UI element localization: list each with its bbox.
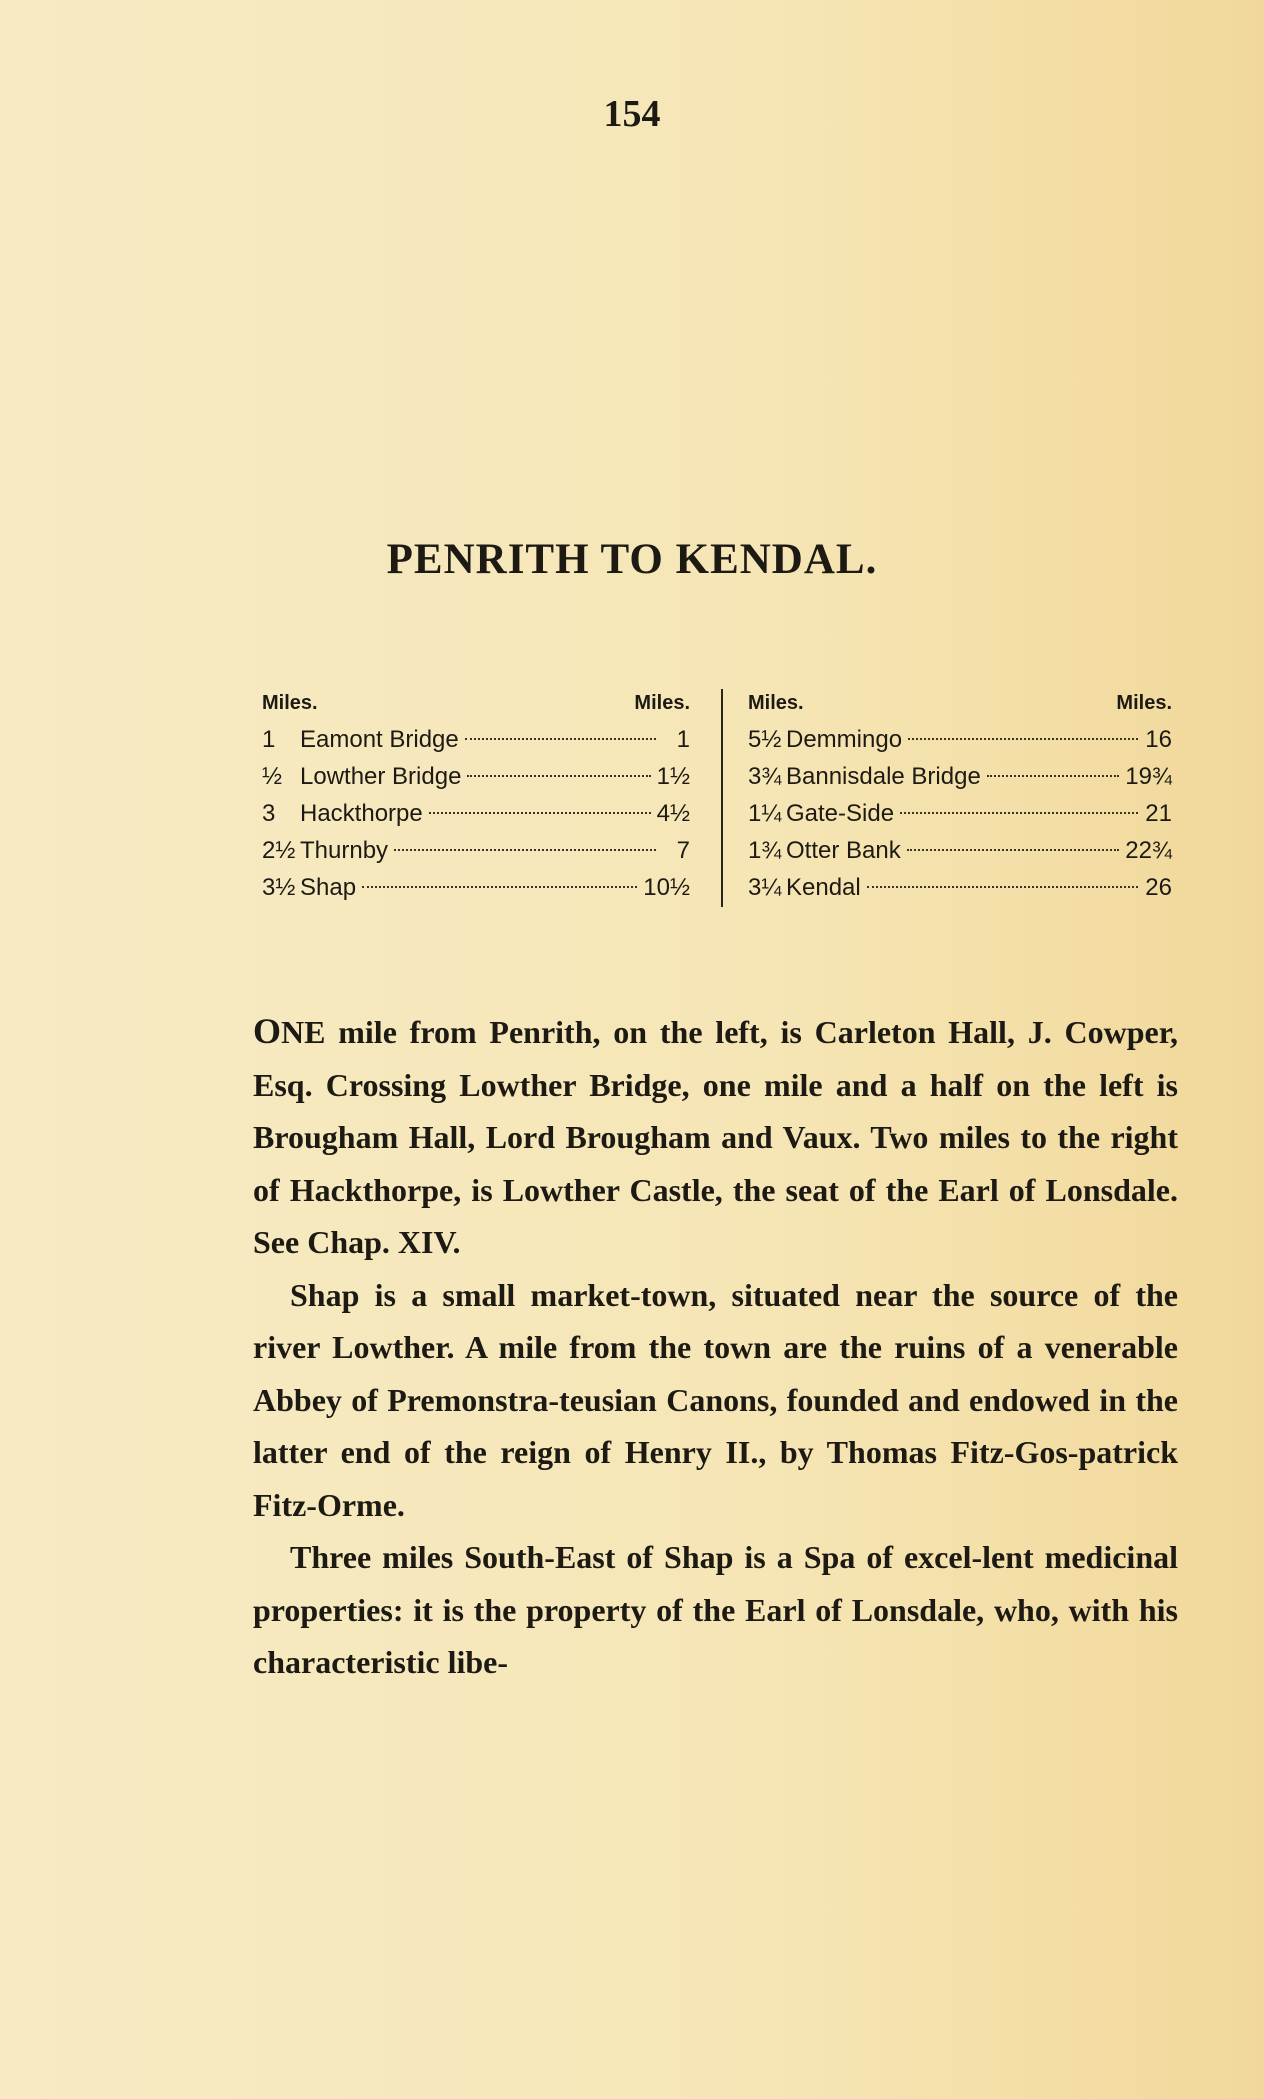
- row-total: 21: [1145, 800, 1172, 827]
- paragraph: ONE mile from Penrith, on the left, is Carleton Hall, J. Cowper, Esq. Crossing Lowther Bridge, one mile and a half on the left is Brougham Hall, Lord Brougham and Vaux. Two miles to the right of Hackthorpe, is Lowther Castle, the seat of the Earl of Lonsdale. See Chap. XIV.: [253, 1011, 1178, 1260]
- row-total: 4½: [656, 800, 690, 827]
- row-place: Demmingo: [786, 726, 903, 753]
- paragraph: Shap is a small market-town, situated near the source of the river Lowther. A mile from the town are the ruins of a venerable Abbey of Premonstra-teusian Canons, founded and endowed in the latter end of the reign of Henry II., by Thomas Fitz-Gos-patrick Fitz-Orme.: [253, 1276, 1178, 1523]
- leader-dots: [908, 738, 1138, 740]
- page-number: 154: [603, 93, 661, 135]
- row-place: Bannisdale Bridge: [786, 763, 981, 790]
- row-miles: ½: [262, 763, 283, 790]
- header-total-miles: Miles.: [1116, 692, 1172, 714]
- row-total: 16: [1145, 726, 1172, 753]
- table-row: [748, 869, 1172, 906]
- chapter-title: PENRITH TO KENDAL.: [386, 536, 878, 583]
- row-place: Shap: [300, 874, 357, 901]
- row-place: Otter Bank: [786, 837, 901, 864]
- table-header: [262, 685, 690, 721]
- row-place: Kendal: [786, 874, 861, 901]
- row-total: 26: [1145, 874, 1172, 901]
- row-miles: 1¾: [748, 837, 782, 864]
- table-header: [748, 685, 1172, 721]
- row-miles: 3¼: [748, 874, 782, 901]
- header-miles: Miles.: [262, 692, 318, 714]
- row-miles: 3¾: [748, 763, 782, 790]
- row-miles: 2½: [262, 837, 296, 864]
- leader-dots: [907, 849, 1120, 851]
- row-place: Gate-Side: [786, 800, 895, 827]
- leader-dots: [987, 775, 1119, 777]
- row-total: 19¾: [1125, 763, 1172, 790]
- row-miles: 1¼: [748, 800, 782, 827]
- row-miles: 1: [262, 726, 276, 753]
- table-row: [262, 869, 690, 906]
- distance-table-left-column: [262, 685, 690, 906]
- table-row: [262, 795, 690, 832]
- leader-dots: [362, 886, 637, 888]
- row-total: 10½: [643, 874, 690, 901]
- leader-dots: [429, 812, 651, 814]
- table-row: [262, 758, 690, 795]
- distance-table-right-column: [748, 685, 1172, 906]
- column-divider: [721, 689, 723, 907]
- row-miles: 3: [262, 800, 276, 827]
- table-row: [748, 721, 1172, 758]
- leader-dots: [467, 775, 650, 777]
- row-total: 7: [676, 837, 690, 864]
- row-place: Eamont Bridge: [300, 726, 459, 753]
- row-miles: 5½: [748, 726, 782, 753]
- table-row: [748, 832, 1172, 869]
- row-total: 1½: [656, 763, 690, 790]
- table-row: [748, 795, 1172, 832]
- row-place: Lowther Bridge: [300, 763, 462, 790]
- leader-dots: [465, 738, 656, 740]
- leader-dots: [867, 886, 1138, 888]
- row-miles: 3½: [262, 874, 296, 901]
- leader-dots: [900, 812, 1138, 814]
- row-place: Hackthorpe: [300, 800, 423, 827]
- table-row: [262, 832, 690, 869]
- paragraph: Three miles South-East of Shap is a Spa of excel-lent medicinal properties: it is the property of the Earl of Lonsdale, who, with his characteristic libe-: [253, 1539, 1178, 1680]
- row-place: Thurnby: [300, 837, 389, 864]
- table-row: [748, 758, 1172, 795]
- distance-table: [262, 685, 1172, 910]
- body-text: [253, 1005, 1178, 1689]
- row-total: 22¾: [1125, 837, 1172, 864]
- header-total-miles: Miles.: [634, 692, 690, 714]
- table-row: [262, 721, 690, 758]
- leader-dots: [394, 849, 656, 851]
- row-total: 1: [676, 726, 690, 753]
- header-miles: Miles.: [748, 692, 804, 714]
